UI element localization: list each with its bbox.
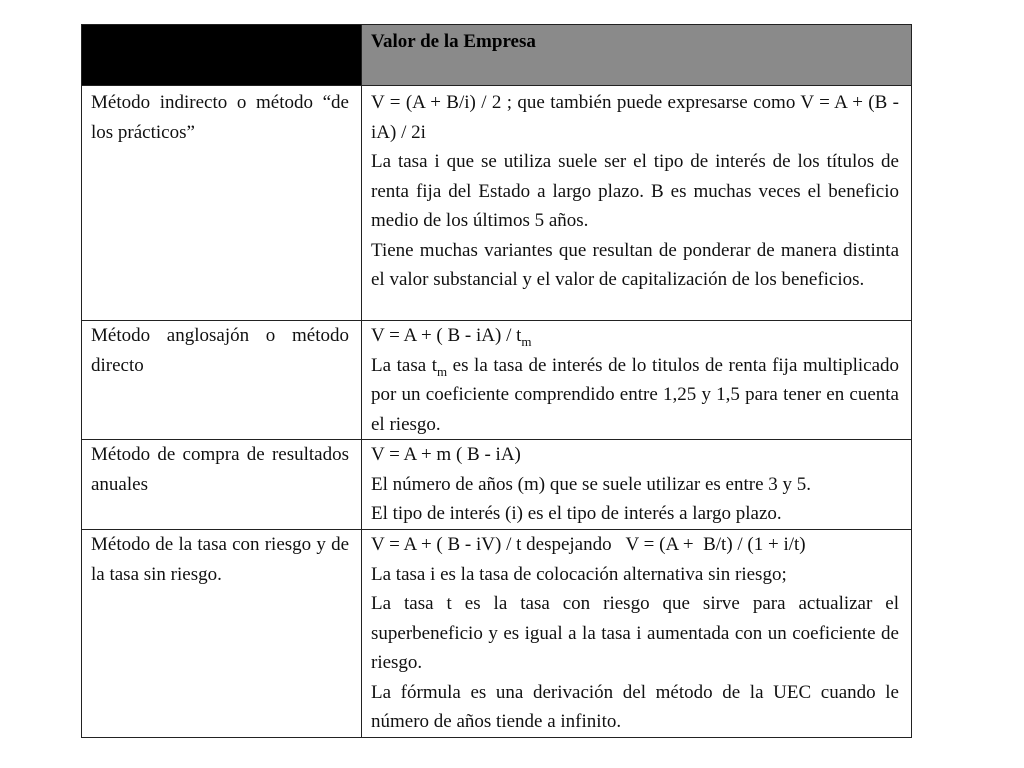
method-name-cell: Método indirecto o método “de los prácticos” [82, 86, 362, 321]
method-description-cell [362, 530, 912, 738]
description-text: es la tasa de interés de lo titulos de renta fija multiplicado por un coeficiente comprendido entre 1,25 y 1,5 para tener en cuenta el riesgo. [371, 354, 899, 435]
valuation-methods-table [81, 24, 912, 738]
method-name-cell: Método anglosajón o método directo [82, 321, 362, 440]
table-row [82, 321, 912, 440]
description-subscript: m [436, 363, 448, 379]
method-name-cell: Método de la tasa con riesgo y de la tasa sin riesgo. [82, 530, 362, 738]
table-row [82, 440, 912, 530]
description-paragraph: La tasa i es la tasa de colocación alternativa sin riesgo; [371, 563, 787, 585]
description-paragraph: La tasa t es la tasa con riesgo que sirve para actualizar el superbeneficio y es igual a la tasa i aumentada con un coeficiente de riesgo. [371, 593, 899, 673]
header-title-cell: Valor de la Empresa [362, 25, 912, 86]
description-paragraph [371, 351, 899, 440]
description-paragraph: La tasa i que se utiliza suele ser el tipo de interés de los títulos de renta fija del Estado a largo plazo. B es muchas veces el beneficio medio de los últimos 5 años. [371, 151, 899, 231]
description-paragraph: Tiene muchas variantes que resultan de ponderar de manera distinta el valor substancial y el valor de capitalización de los beneficios. [371, 239, 899, 290]
table-row [82, 86, 912, 321]
method-description-cell [362, 440, 912, 530]
header-row [82, 25, 912, 86]
method-description-cell [362, 321, 912, 440]
formula-paragraph: V = A + m ( B - iA) [371, 444, 521, 465]
formula-paragraph: V = A + ( B - iV) / t despejando V = (A + B/t) / (1 + i/t) [371, 534, 806, 555]
description-paragraph: La fórmula es una derivación del método de la UEC cuando le número de años tiende a infinito. [371, 681, 899, 732]
method-description-cell [362, 86, 912, 321]
header-empty-cell [82, 25, 362, 86]
formula-subscript: m [521, 333, 532, 349]
formula-paragraph: V = (A + B/i) / 2 ; que también puede expresarse como V = A + (B - iA) / 2i [371, 92, 899, 143]
method-name-cell: Método de compra de resultados anuales [82, 440, 362, 530]
description-paragraph: El número de años (m) que se suele utilizar es entre 3 y 5. [371, 473, 812, 495]
formula-paragraph [371, 321, 899, 351]
description-text: La tasa t [371, 354, 437, 376]
formula-text: V = A + ( B - iA) / t [371, 325, 522, 346]
table-row [82, 530, 912, 738]
description-paragraph: El tipo de interés (i) es el tipo de interés a largo plazo. [371, 503, 782, 524]
